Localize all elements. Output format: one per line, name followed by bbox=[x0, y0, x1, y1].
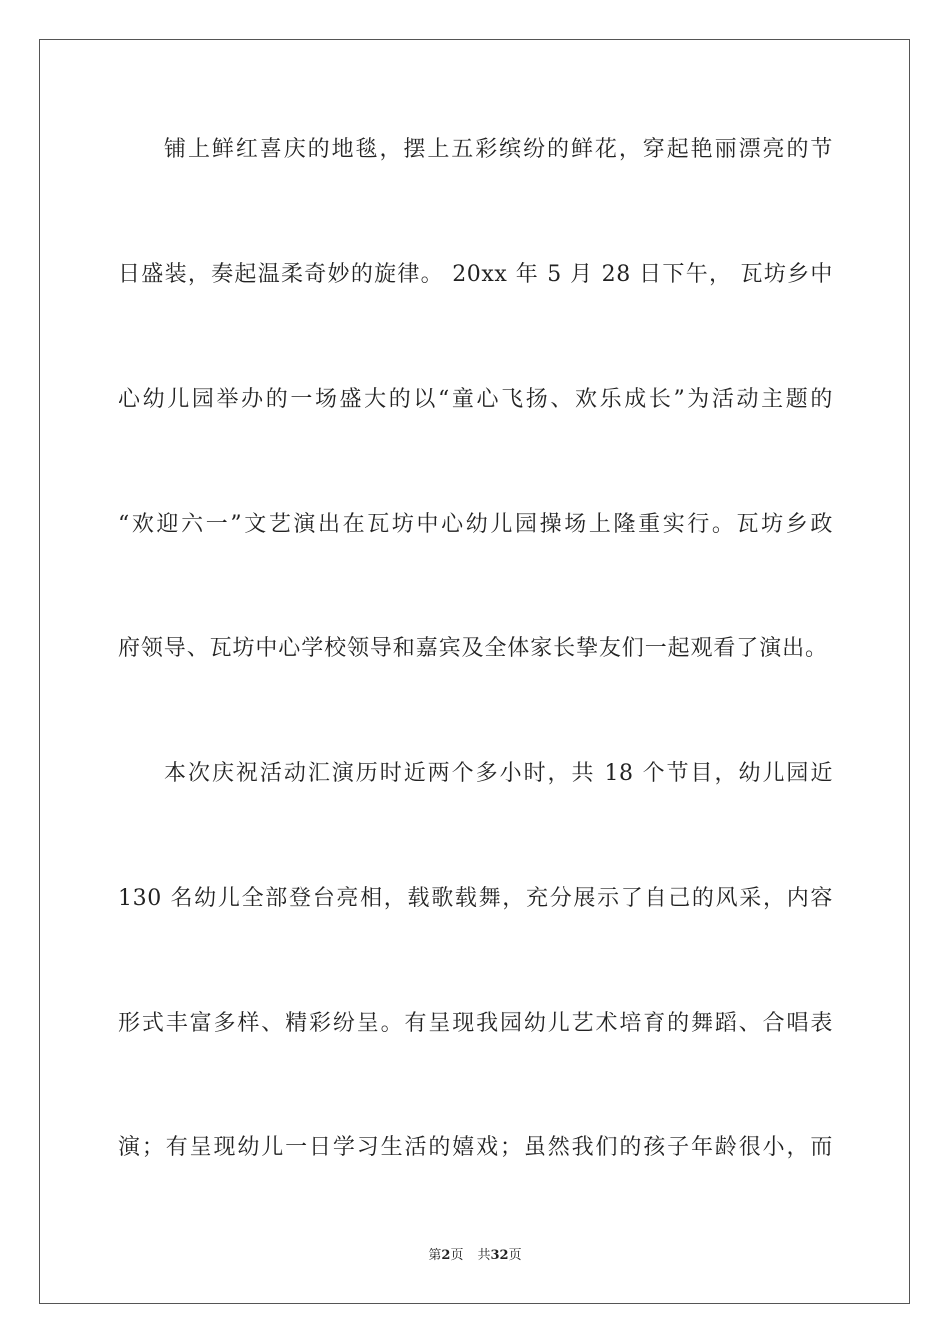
body-text-line: 日盛装，奏起温柔奇妙的旋律。 20xx 年 5 月 28 日下午， 瓦坊乡中 bbox=[118, 262, 833, 287]
total-prefix: 共 bbox=[477, 1248, 491, 1263]
page-border bbox=[39, 39, 910, 1304]
page-suffix: 页 bbox=[450, 1248, 464, 1263]
body-text-line: “欢迎六一”文艺演出在瓦坊中心幼儿园操场上隆重实行。瓦坊乡政 bbox=[118, 512, 833, 537]
body-text-line: 铺上鲜红喜庆的地毯，摆上五彩缤纷的鲜花，穿起艳丽漂亮的节 bbox=[164, 137, 833, 162]
total-pages: 32 bbox=[490, 1248, 509, 1263]
body-text-line: 心幼儿园举办的一场盛大的以“童心飞扬、欢乐成长”为活动主题的 bbox=[118, 387, 833, 412]
body-text-line: 形式丰富多样、精彩纷呈。有呈现我园幼儿艺术培育的舞蹈、合唱表 bbox=[118, 1011, 833, 1036]
body-text-line: 130 名幼儿全部登台亮相，载歌载舞，充分展示了自己的风采，内容 bbox=[118, 886, 833, 911]
page-number: 2 bbox=[441, 1248, 451, 1263]
body-text-line: 府领导、瓦坊中心学校领导和嘉宾及全体家长挚友们一起观看了演出。 bbox=[118, 636, 828, 661]
page-footer bbox=[0, 1247, 950, 1265]
body-text-line: 演；有呈现幼儿一日学习生活的嬉戏；虽然我们的孩子年龄很小，而 bbox=[118, 1135, 833, 1160]
body-text-line: 本次庆祝活动汇演历时近两个多小时，共 18 个节目，幼儿园近 bbox=[164, 761, 833, 786]
total-suffix: 页 bbox=[508, 1248, 522, 1263]
page-prefix: 第 bbox=[428, 1248, 442, 1263]
